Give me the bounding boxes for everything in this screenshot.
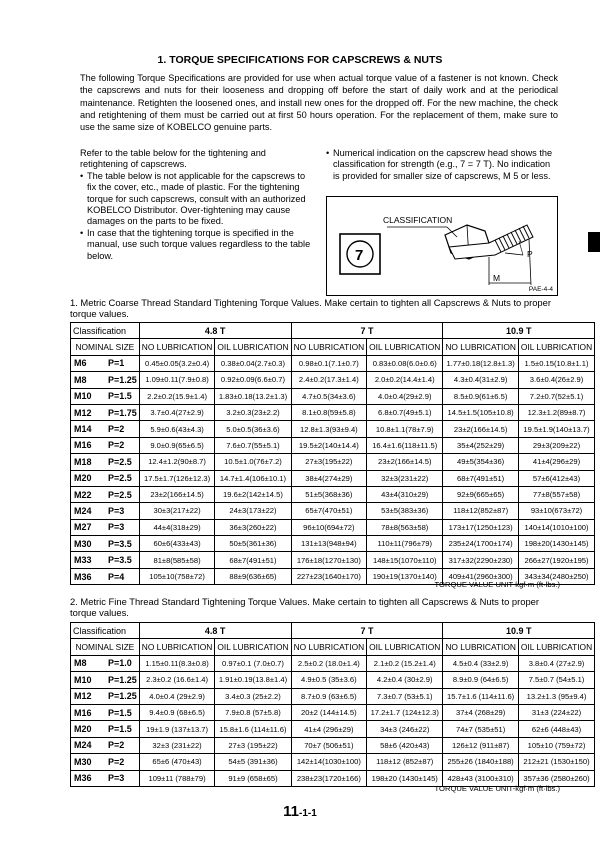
thread-pitch: P=2	[108, 440, 125, 451]
torque-value: 15.8±1.6 (114±11.6)	[215, 721, 291, 737]
thread-pitch: P=2	[108, 424, 125, 435]
thread-size: M27	[74, 522, 92, 533]
oil-lubrication-header: OIL LUBRICATION	[215, 639, 291, 655]
torque-value: 27±3(195±22)	[291, 454, 367, 470]
torque-value: 1.15±0.11(8.3±0.8)	[139, 655, 215, 671]
nominal-size-cell	[71, 486, 140, 502]
torque-value: 54±5 (391±36)	[215, 754, 291, 770]
no-lubrication-header: NO LUBRICATION	[139, 639, 215, 655]
torque-value: 17.2±1.7 (124±12.3)	[367, 704, 443, 720]
classification-label: Classification	[71, 623, 140, 639]
torque-value: 4.3±0.4(31±2.9)	[443, 372, 519, 388]
no-lubrication-header: NO LUBRICATION	[291, 639, 367, 655]
table2-heading: 2. Metric Fine Thread Standard Tightening Torque Values. Make certain to tighten all Capscrews & Nuts to proper torque values.	[70, 596, 539, 618]
torque-value: 53±5(383±36)	[367, 503, 443, 519]
torque-value: 50±5(361±36)	[215, 536, 291, 552]
torque-value: 142±14(1030±100)	[291, 754, 367, 770]
thread-pitch: P=3	[108, 522, 125, 533]
thread-size: M24	[74, 505, 92, 516]
torque-value: 23±2(166±14.5)	[139, 486, 215, 502]
nominal-size-cell	[71, 688, 140, 704]
table-row	[71, 552, 595, 568]
thread-size: M10	[74, 674, 92, 685]
torque-value: 57±6(412±43)	[518, 470, 594, 486]
page-title: 1. TORQUE SPECIFICATIONS FOR CAPSCREWS & NUTS	[157, 54, 443, 66]
torque-value: 62±6 (448±43)	[518, 721, 594, 737]
torque-value: 7.3±0.7 (53±5.1)	[367, 688, 443, 704]
oil-lubrication-header: OIL LUBRICATION	[367, 339, 443, 355]
torque-value: 8.9±0.9 (64±6.5)	[443, 672, 519, 688]
torque-value: 0.92±0.09(6.6±0.7)	[215, 372, 291, 388]
table-row	[71, 437, 595, 453]
torque-value: 68±7(491±51)	[443, 470, 519, 486]
oil-lubrication-header: OIL LUBRICATION	[518, 339, 594, 355]
torque-value: 110±11(796±79)	[367, 536, 443, 552]
torque-value: 4.0±0.4(29±2.9)	[367, 388, 443, 404]
torque-value: 0.38±0.04(2.7±0.3)	[215, 355, 291, 371]
page-number	[0, 803, 600, 820]
nominal-size-label: NOMINAL SIZE	[71, 339, 140, 355]
torque-value: 148±15(1070±110)	[367, 552, 443, 568]
torque-value: 357±36 (2580±260)	[518, 770, 594, 786]
torque-value: 91±9 (658±65)	[215, 770, 291, 786]
thread-pitch: P=2.5	[108, 489, 132, 500]
torque-value: 3.2±0.3(23±2.2)	[215, 404, 291, 420]
oil-lubrication-header: OIL LUBRICATION	[518, 639, 594, 655]
torque-value: 1.91±0.19(13.8±1.4)	[215, 672, 291, 688]
torque-value: 409±41(2960±300)	[443, 568, 519, 584]
table-row	[71, 754, 595, 770]
nominal-size-cell	[71, 737, 140, 753]
thread-pitch: P=1.5	[108, 707, 132, 718]
table-row	[71, 470, 595, 486]
torque-value: 19.6±2(142±14.5)	[215, 486, 291, 502]
nominal-size-cell	[71, 721, 140, 737]
thread-pitch: P=1.25	[108, 691, 137, 702]
table-row	[71, 503, 595, 519]
intro-paragraph: The following Torque Specifications are provided for use when actual torque value of a fastener is not known. Check the capscrews and nuts for their looseness and dropping off before the start of daily work and at the periodical maintenance. Retighten the loosened ones, and install new ones for the dropped off. For the new machine, the check and retightening of them must be carried out at first 50 hours operation. For the replacement of them, make sure to use the same size of KOBELCO genuine parts.	[80, 73, 558, 133]
torque-value: 9.0±0.9(65±6.5)	[139, 437, 215, 453]
torque-value: 10.5±1.0(76±7.2)	[215, 454, 291, 470]
torque-value: 7.2±0.7(52±5.1)	[518, 388, 594, 404]
torque-value: 4.2±0.4 (30±2.9)	[367, 672, 443, 688]
torque-value: 2.2±0.2(15.9±1.4)	[139, 388, 215, 404]
torque-value: 65±7(470±51)	[291, 503, 367, 519]
coarse-thread-torque-table	[70, 322, 595, 585]
torque-value: 88±9(636±65)	[215, 568, 291, 584]
nominal-size-cell	[71, 437, 140, 453]
nominal-size-cell	[71, 404, 140, 420]
thread-pitch: P=2	[108, 740, 125, 751]
torque-value: 105±10 (759±72)	[518, 737, 594, 753]
torque-value: 3.4±0.3 (25±2.2)	[215, 688, 291, 704]
torque-value: 41±4(296±29)	[518, 454, 594, 470]
bullet-text: Numerical indication on the capscrew head shows the classification for strength (e.g., 7 = 7 T). No indication is provided for smaller size of capscrews, M 5 or less.	[333, 148, 553, 181]
torque-value: 235±24(1700±174)	[443, 536, 519, 552]
table2-unit-note: TORQUE VALUE UNIT-kgf·m (ft·lbs.)	[434, 784, 560, 793]
thread-pitch: P=3.5	[108, 555, 132, 566]
thread-pitch: P=2.5	[108, 473, 132, 484]
bullet-dot: •	[326, 148, 330, 158]
torque-value: 19±1.9 (137±13.7)	[139, 721, 215, 737]
torque-value: 29±3(209±22)	[518, 437, 594, 453]
classification-label: Classification	[71, 323, 140, 339]
torque-value: 35±4(252±29)	[443, 437, 519, 453]
nominal-size-cell	[71, 388, 140, 404]
torque-value: 2.5±0.2 (18.0±1.4)	[291, 655, 367, 671]
torque-value: 31±3 (224±22)	[518, 704, 594, 720]
thread-size: M16	[74, 440, 92, 451]
refer-paragraph: Refer to the table below for the tightening and retightening of capscrews.	[80, 148, 266, 170]
table-row	[71, 372, 595, 388]
torque-value: 6.8±0.7(49±5.1)	[367, 404, 443, 420]
pitch-label: P	[527, 249, 533, 259]
table-row	[71, 355, 595, 371]
torque-value: 20±2 (144±14.5)	[291, 704, 367, 720]
torque-value: 3.7±0.4(27±2.9)	[139, 404, 215, 420]
nominal-size-cell	[71, 568, 140, 584]
head-number: 7	[355, 247, 364, 264]
torque-value: 118±12(852±87)	[443, 503, 519, 519]
torque-value: 5.9±0.6(43±4.3)	[139, 421, 215, 437]
torque-value: 7.9±0.8 (57±5.8)	[215, 704, 291, 720]
torque-value: 3.6±0.4(26±2.9)	[518, 372, 594, 388]
thread-size: M6	[74, 358, 87, 369]
thread-pitch: P=2	[108, 756, 125, 767]
torque-value: 10.8±1.1(78±7.9)	[367, 421, 443, 437]
table-row	[71, 737, 595, 753]
torque-value: 16.4±1.6(118±11.5)	[367, 437, 443, 453]
table-row	[71, 536, 595, 552]
thread-size: M12	[74, 691, 92, 702]
fine-thread-torque-table	[70, 622, 595, 787]
capscrew-figure	[326, 196, 558, 296]
nominal-size-cell	[71, 655, 140, 671]
thread-size: M18	[74, 456, 92, 467]
class-header: 10.9 T	[443, 623, 595, 639]
table-row	[71, 688, 595, 704]
table-row	[71, 672, 595, 688]
torque-value: 1.5±0.15(10.8±1.1)	[518, 355, 594, 371]
table-row	[71, 704, 595, 720]
thread-size: M33	[74, 555, 92, 566]
thread-pitch: P=3	[108, 505, 125, 516]
thread-size: M8	[74, 658, 87, 669]
torque-value: 36±3(260±22)	[215, 519, 291, 535]
left-column	[80, 148, 312, 262]
nominal-size-cell	[71, 672, 140, 688]
torque-value: 12.8±1.3(93±9.4)	[291, 421, 367, 437]
torque-value: 19.5±2(140±14.4)	[291, 437, 367, 453]
torque-value: 24±3(173±22)	[215, 503, 291, 519]
table-row	[71, 388, 595, 404]
class-header: 7 T	[291, 623, 443, 639]
thread-size: M8	[74, 374, 87, 385]
thread-size: M10	[74, 391, 92, 402]
oil-lubrication-header: OIL LUBRICATION	[215, 339, 291, 355]
torque-value: 2.1±0.2 (15.2±1.4)	[367, 655, 443, 671]
nominal-size-cell	[71, 770, 140, 786]
bullet-item	[326, 148, 558, 182]
torque-value: 9.4±0.9 (68±6.5)	[139, 704, 215, 720]
thread-pitch: P=3.5	[108, 538, 132, 549]
torque-value: 198±20(1430±145)	[518, 536, 594, 552]
torque-value: 4.5±0.4 (33±2.9)	[443, 655, 519, 671]
torque-value: 255±26 (1840±188)	[443, 754, 519, 770]
class-header: 7 T	[291, 323, 443, 339]
class-header: 4.8 T	[139, 623, 291, 639]
thread-size: M24	[74, 740, 92, 751]
torque-value: 0.83±0.08(6.0±0.6)	[367, 355, 443, 371]
torque-value: 14.5±1.5(105±10.8)	[443, 404, 519, 420]
thread-size: M20	[74, 724, 92, 735]
nominal-size-cell	[71, 470, 140, 486]
torque-value: 77±8(557±58)	[518, 486, 594, 502]
thread-pitch: P=1.0	[108, 658, 132, 669]
torque-value: 2.3±0.2 (16.6±1.4)	[139, 672, 215, 688]
torque-value: 126±12 (911±87)	[443, 737, 519, 753]
table-row	[71, 519, 595, 535]
nominal-size-label: NOMINAL SIZE	[71, 639, 140, 655]
nominal-size-cell	[71, 536, 140, 552]
torque-value: 68±7(491±51)	[215, 552, 291, 568]
thread-pitch: P=1.25	[108, 374, 137, 385]
torque-value: 37±4 (268±29)	[443, 704, 519, 720]
table-row	[71, 454, 595, 470]
nominal-size-cell	[71, 372, 140, 388]
table1-heading: 1. Metric Coarse Thread Standard Tightening Torque Values. Make certain to tighten all Capscrews & Nuts to proper torque values.	[70, 297, 551, 319]
torque-value: 0.98±0.1(7.1±0.7)	[291, 355, 367, 371]
class-header: 4.8 T	[139, 323, 291, 339]
torque-value: 0.97±0.1 (7.0±0.7)	[215, 655, 291, 671]
nominal-size-cell	[71, 454, 140, 470]
right-column	[326, 148, 558, 182]
thread-size: M20	[74, 473, 92, 484]
torque-value: 51±5(368±36)	[291, 486, 367, 502]
torque-value: 38±4(274±29)	[291, 470, 367, 486]
torque-value: 105±10(758±72)	[139, 568, 215, 584]
torque-value: 131±13(948±94)	[291, 536, 367, 552]
torque-value: 27±3 (195±22)	[215, 737, 291, 753]
torque-value: 5.0±0.5(36±3.6)	[215, 421, 291, 437]
torque-value: 49±5(354±36)	[443, 454, 519, 470]
table-row	[71, 421, 595, 437]
torque-value: 7.6±0.7(55±5.1)	[215, 437, 291, 453]
torque-value: 1.09±0.11(7.9±0.8)	[139, 372, 215, 388]
torque-value: 140±14(1010±100)	[518, 519, 594, 535]
bullet-item	[80, 228, 312, 262]
table-row	[71, 404, 595, 420]
torque-value: 173±17(1250±123)	[443, 519, 519, 535]
torque-value: 41±4 (296±29)	[291, 721, 367, 737]
torque-value: 19.5±1.9(140±13.7)	[518, 421, 594, 437]
thread-size: M36	[74, 571, 92, 582]
torque-value: 8.7±0.9 (63±6.5)	[291, 688, 367, 704]
torque-value: 7.5±0.7 (54±5.1)	[518, 672, 594, 688]
thread-size: M12	[74, 407, 92, 418]
thread-pitch: P=1.25	[108, 674, 137, 685]
nominal-size-cell	[71, 704, 140, 720]
table-row	[71, 486, 595, 502]
torque-value: 81±8(585±58)	[139, 552, 215, 568]
nominal-size-cell	[71, 754, 140, 770]
torque-value: 30±3(217±22)	[139, 503, 215, 519]
nominal-size-cell	[71, 421, 140, 437]
section-tab-marker	[588, 232, 600, 252]
table-row	[71, 655, 595, 671]
nominal-size-cell	[71, 519, 140, 535]
page-number-main: 11	[283, 803, 300, 820]
torque-value: 14.7±1.4(106±10.1)	[215, 470, 291, 486]
torque-value: 34±3 (246±22)	[367, 721, 443, 737]
torque-value: 227±23(1640±170)	[291, 568, 367, 584]
torque-value: 93±10(673±72)	[518, 503, 594, 519]
torque-value: 109±11 (788±79)	[139, 770, 215, 786]
lubrication-row	[71, 339, 595, 355]
thread-pitch: P=2.5	[108, 456, 132, 467]
table1-unit-note: TORQUE VALUE UNIT-kgf·m (ft·lbs.)	[434, 580, 560, 589]
bullet-text: In case that the tightening torque is specified in the manual, use such torque values regardless to the table below.	[87, 227, 311, 261]
bullet-item	[80, 171, 312, 228]
torque-value: 12.3±1.2(89±8.7)	[518, 404, 594, 420]
classification-label: CLASSIFICATION	[383, 215, 453, 225]
torque-value: 317±32(2290±230)	[443, 552, 519, 568]
torque-value: 8.1±0.8(59±5.8)	[291, 404, 367, 420]
class-row	[71, 623, 595, 639]
thread-size: M30	[74, 538, 92, 549]
class-header: 10.9 T	[443, 323, 595, 339]
thread-size: M14	[74, 424, 92, 435]
figure-code: PAE-4-4	[528, 286, 553, 293]
thread-pitch: P=1	[108, 358, 125, 369]
torque-value: 190±19(1370±140)	[367, 568, 443, 584]
thread-size: M22	[74, 489, 92, 500]
page-number-suffix: -1-1	[299, 808, 317, 819]
torque-value: 2.4±0.2(17.3±1.4)	[291, 372, 367, 388]
nominal-size-cell	[71, 552, 140, 568]
torque-value: 70±7 (506±51)	[291, 737, 367, 753]
torque-value: 43±4(310±29)	[367, 486, 443, 502]
thread-pitch: P=1.75	[108, 407, 137, 418]
bullet-dot: •	[80, 227, 84, 238]
torque-value: 15.7±1.6 (114±11.6)	[443, 688, 519, 704]
torque-value: 23±2(166±14.5)	[443, 421, 519, 437]
no-lubrication-header: NO LUBRICATION	[443, 339, 519, 355]
nominal-size-cell	[71, 503, 140, 519]
torque-value: 198±20 (1430±145)	[367, 770, 443, 786]
torque-value: 78±8(563±58)	[367, 519, 443, 535]
nominal-size-cell	[71, 355, 140, 371]
no-lubrication-header: NO LUBRICATION	[291, 339, 367, 355]
torque-value: 58±6 (420±43)	[367, 737, 443, 753]
torque-value: 44±4(318±29)	[139, 519, 215, 535]
torque-value: 60±6(433±43)	[139, 536, 215, 552]
torque-value: 92±9(665±65)	[443, 486, 519, 502]
class-row	[71, 323, 595, 339]
bullet-dot: •	[80, 170, 84, 181]
oil-lubrication-header: OIL LUBRICATION	[367, 639, 443, 655]
torque-value: 212±21 (1530±150)	[518, 754, 594, 770]
thread-pitch: P=1.5	[108, 724, 132, 735]
torque-value: 4.0±0.4 (29±2.9)	[139, 688, 215, 704]
torque-value: 1.77±0.18(12.8±1.3)	[443, 355, 519, 371]
torque-value: 17.5±1.7(126±12.3)	[139, 470, 215, 486]
table-row	[71, 721, 595, 737]
torque-value: 4.9±0.5 (35±3.6)	[291, 672, 367, 688]
thread-size: M36	[74, 773, 92, 784]
no-lubrication-header: NO LUBRICATION	[443, 639, 519, 655]
torque-value: 428±43 (3100±310)	[443, 770, 519, 786]
torque-value: 2.0±0.2(14.4±1.4)	[367, 372, 443, 388]
lubrication-row	[71, 639, 595, 655]
thread-size: M30	[74, 756, 92, 767]
no-lubrication-header: NO LUBRICATION	[139, 339, 215, 355]
torque-value: 3.8±0.4 (27±2.9)	[518, 655, 594, 671]
torque-value: 4.7±0.5(34±3.6)	[291, 388, 367, 404]
thread-pitch: P=1.5	[108, 391, 132, 402]
thread-pitch: P=4	[108, 571, 125, 582]
torque-value: 0.45±0.05(3.2±0.4)	[139, 355, 215, 371]
torque-value: 23±2(166±14.5)	[367, 454, 443, 470]
bullet-text: The table below is not applicable for the capscrews to fix the cover, etc., made of plastic. For the tightening torque for such capscrews, consult with an authorized KOBELCO Distributor. Over-tightening may cause damages on the parts to be fixed.	[87, 170, 306, 227]
torque-value: 12.4±1.2(90±8.7)	[139, 454, 215, 470]
torque-value: 238±23(1720±166)	[291, 770, 367, 786]
thread-size: M16	[74, 707, 92, 718]
torque-value: 176±18(1270±130)	[291, 552, 367, 568]
diameter-label: M	[493, 273, 501, 283]
torque-value: 118±12 (852±87)	[367, 754, 443, 770]
torque-value: 13.2±1.3 (95±9.4)	[518, 688, 594, 704]
torque-value: 65±6 (470±43)	[139, 754, 215, 770]
torque-value: 8.5±0.9(61±6.5)	[443, 388, 519, 404]
torque-value: 74±7 (535±51)	[443, 721, 519, 737]
torque-value: 343±34(2480±250)	[518, 568, 594, 584]
torque-value: 32±3 (231±22)	[139, 737, 215, 753]
torque-value: 266±27(1920±195)	[518, 552, 594, 568]
torque-value: 32±3(231±22)	[367, 470, 443, 486]
torque-value: 96±10(694±72)	[291, 519, 367, 535]
torque-value: 1.83±0.18(13.2±1.3)	[215, 388, 291, 404]
thread-pitch: P=3	[108, 773, 125, 784]
